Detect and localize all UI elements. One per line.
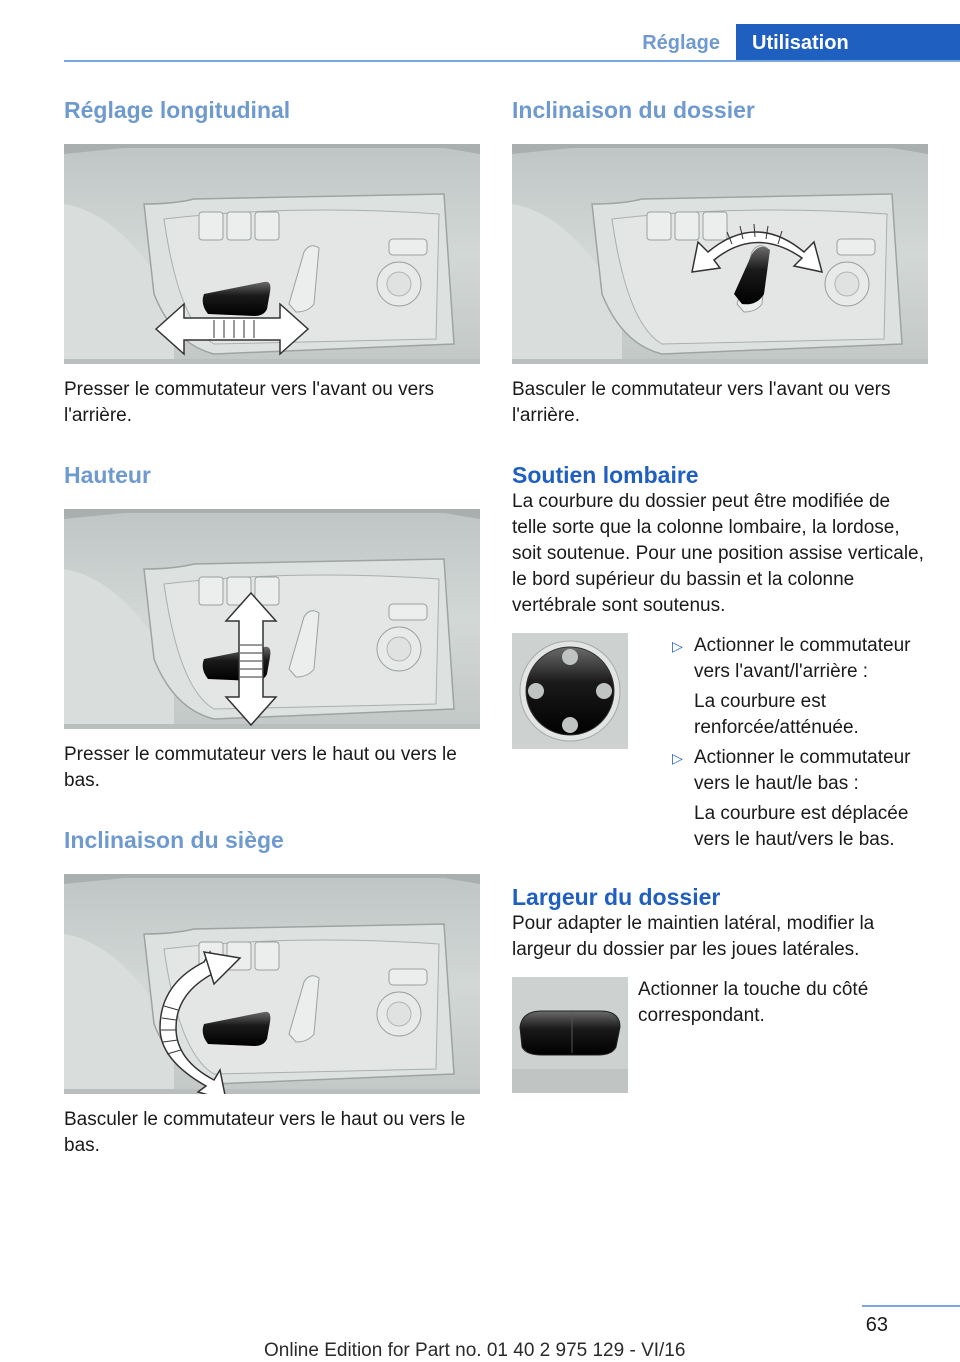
section-hauteur bbox=[64, 461, 480, 794]
right-column bbox=[512, 96, 928, 1093]
bullet-list bbox=[672, 633, 928, 857]
section-title: Inclinaison du dossier bbox=[512, 97, 755, 123]
section-inclinaison-siege bbox=[64, 826, 480, 1159]
backrest-tilt-illustration bbox=[512, 144, 928, 364]
section-text: Presser le commutateur vers l'avant ou vers l'arrière. bbox=[64, 379, 435, 426]
footer-divider bbox=[862, 1305, 960, 1307]
left-column bbox=[64, 96, 480, 1159]
triangle-bullet-icon: ▷ bbox=[672, 638, 683, 654]
tab-utilisation[interactable]: Utilisation bbox=[736, 24, 960, 62]
section-text: Pour adapter le maintien latéral, modifier la largeur du dossier par les joues latérales. bbox=[512, 913, 875, 960]
section-title: Inclinaison du siège bbox=[64, 827, 284, 853]
triangle-bullet-icon: ▷ bbox=[672, 750, 683, 766]
section-reglage-longitudinal bbox=[64, 96, 480, 429]
section-title: Soutien lombaire bbox=[512, 462, 699, 488]
bullet-action: Actionner le commutateur vers l'avant/l'arrière : bbox=[694, 635, 911, 682]
section-title: Hauteur bbox=[64, 462, 151, 488]
bullet-action: Actionner le commutateur vers le haut/le bas : bbox=[694, 747, 911, 794]
header-divider bbox=[64, 60, 960, 62]
section-soutien-lombaire bbox=[512, 461, 928, 857]
bullet-result: La courbure est renforcée/atténuée. bbox=[694, 691, 859, 738]
seat-tilt-illustration bbox=[64, 874, 480, 1094]
footer-edition: Online Edition for Part no. 01 40 2 975 129 - VI/16 bbox=[264, 1340, 686, 1361]
lumbar-switch-illustration bbox=[512, 633, 628, 749]
section-largeur-dossier bbox=[512, 883, 928, 1093]
page-number: 63 bbox=[865, 1314, 888, 1336]
section-text: Basculer le commutateur vers le haut ou vers le bas. bbox=[64, 1109, 466, 1156]
longitudinal-adjustment-illustration bbox=[64, 144, 480, 364]
tab-reglage[interactable]: Réglage bbox=[642, 32, 720, 54]
section-action-text: Actionner la touche du côté correspondant. bbox=[638, 979, 869, 1026]
section-inclinaison-dossier bbox=[512, 96, 928, 429]
section-text: Basculer le commutateur vers l'avant ou vers l'arrière. bbox=[512, 379, 891, 426]
backrest-width-switch-illustration bbox=[512, 977, 628, 1093]
list-item bbox=[672, 745, 928, 797]
bullet-result: La courbure est déplacée vers le haut/vers le bas. bbox=[694, 803, 909, 850]
section-text: Presser le commutateur vers le haut ou vers le bas. bbox=[64, 744, 457, 791]
height-adjustment-illustration bbox=[64, 509, 480, 729]
list-item bbox=[672, 633, 928, 685]
section-title: Largeur du dossier bbox=[512, 884, 721, 910]
width-instructions bbox=[512, 977, 928, 1093]
section-text: La courbure du dossier peut être modifiée de telle sorte que la colonne lombaire, la lordose, soit soutenue. Pour une position assise verticale, le bord supérieur du bassin et la colonne vertébrale sont soutenus. bbox=[512, 491, 924, 616]
section-title: Réglage longitudinal bbox=[64, 97, 291, 123]
lumbar-instructions bbox=[512, 633, 928, 857]
